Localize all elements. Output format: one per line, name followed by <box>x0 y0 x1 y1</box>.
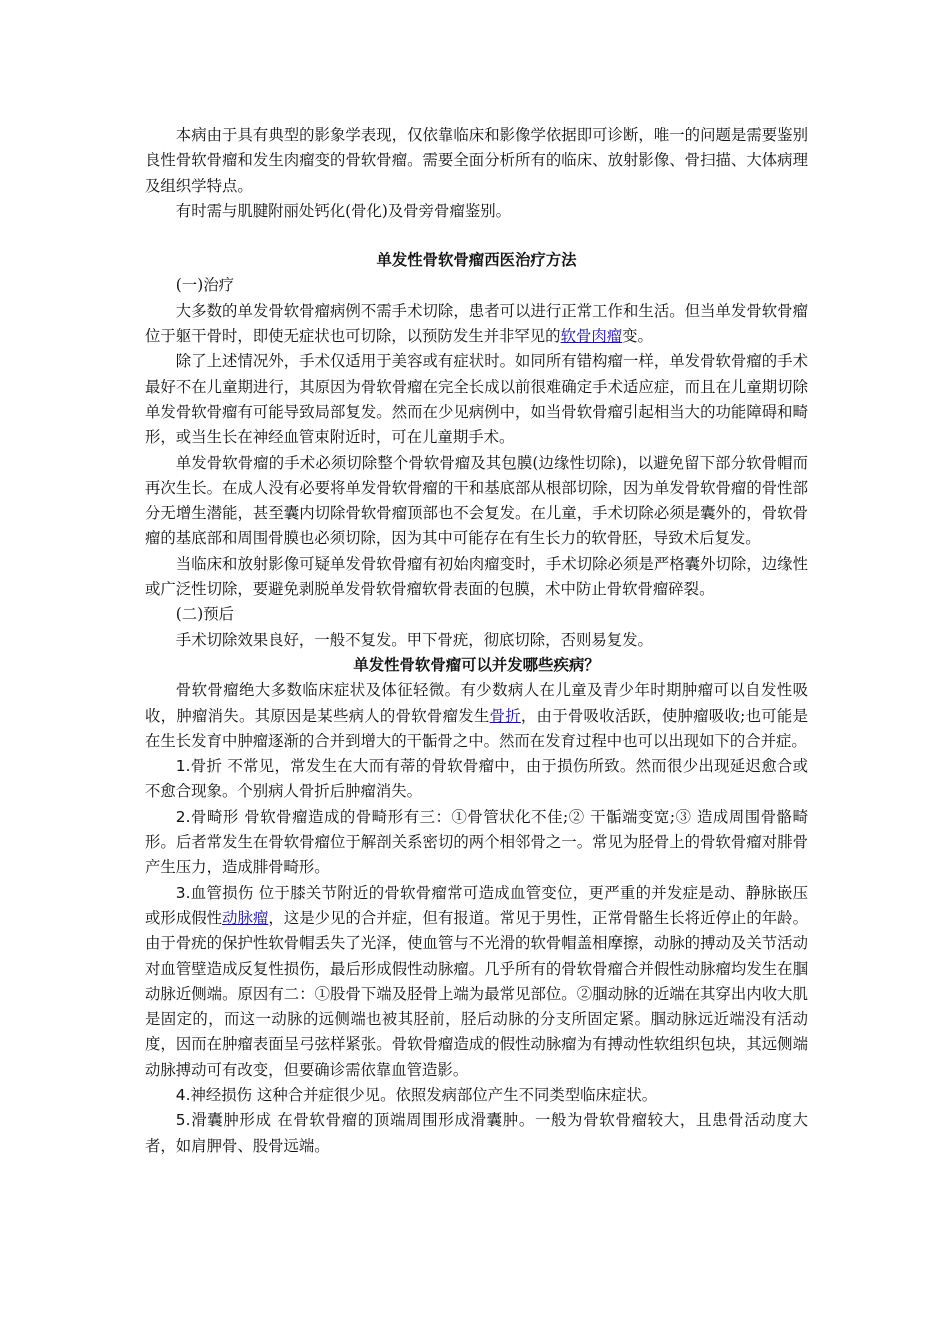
item-text: 滑囊肿形成 在骨软骨瘤的顶端周围形成滑囊肿。一般为骨软骨瘤较大，且患骨活动度大者，如肩胛骨、股骨远端。 <box>145 1111 808 1155</box>
item-number: 4. <box>175 1085 191 1104</box>
item-number: 5. <box>175 1111 191 1130</box>
intro-paragraph-differential: 有时需与肌腱附丽处钙化(骨化)及骨旁骨瘤鉴别。 <box>175 201 512 220</box>
complications-p1-text-after: ，由于骨吸收活跃，使肿瘤吸收;也可能是在生长发育中肿瘤逐渐的合并到增大的干骺骨之中。然而在发育过程中也可以出现如下的合并症。 <box>145 706 808 750</box>
item-number: 1. <box>175 757 191 776</box>
complication-item-4 <box>145 1083 808 1108</box>
treatment-label-prognosis: (二)预后 <box>175 605 234 624</box>
complications-p1-text-before: 骨软骨瘤绝大多数临床症状及体征轻微。有少数病人在儿童及青少年时期肿瘤可以自发性吸收，肿瘤消失。其原因是某些病人的骨软骨瘤发生 <box>145 681 808 725</box>
complication-item-1 <box>145 754 808 805</box>
item-text-before: 血管损伤 位于膝关节附近的骨软骨瘤常可造成血管变位，更严重的并发症是动、静脉嵌压或形成假性 <box>145 883 808 927</box>
treatment-heading: 单发性骨软骨瘤西医治疗方法 <box>376 251 577 270</box>
treatment-paragraph-5: 手术切除效果良好，一般不复发。甲下骨疣，彻底切除，否则易复发。 <box>175 630 653 649</box>
document-page <box>145 123 808 1159</box>
complication-item-2 <box>145 805 808 881</box>
item-text: 骨折 不常见，常发生在大而有蒂的骨软骨瘤中，由于损伤所致。然而很少出现延迟愈合或不愈合现象。个别病人骨折后肿瘤消失。 <box>145 757 808 801</box>
treatment-p1-text-before: 大多数的单发骨软骨瘤病例不需手术切除，患者可以进行正常工作和生活。但当单发骨软骨瘤位于躯干骨时，即使无症状也可切除，以预防发生并非罕见的 <box>145 301 808 346</box>
complication-item-5 <box>145 1108 808 1159</box>
treatment-paragraph-4: 当临床和放射影像可疑单发骨软骨瘤有初始肉瘤变时，手术切除必须是严格囊外切除，边缘性或广泛性切除，要避免剥脱单发骨软骨瘤软骨表面的包膜，术中防止骨软骨瘤碎裂。 <box>145 554 808 599</box>
complications-heading: 单发性骨软骨瘤可以并发哪些疾病？ <box>353 655 600 674</box>
item-text-after: ，这是少见的合并症，但有报道。常见于男性，正常骨骼生长将近停止的年龄。由于骨疣的保护性软骨帽丢失了光泽，使血管与不光滑的软骨帽盖相摩擦，动脉的搏动及关节活动对血管壁造成反复性损伤，最后形成假性动脉瘤。几乎所有的骨软骨瘤合并假性动脉瘤均发生在腘动脉近侧端。原因有二：①股骨下端及胫骨上端为最常见部位。②腘动脉的近端在其穿出内收大肌是固定的，而这一动脉的远侧端也被其胫前，胫后动脉的分支所固定紧。腘动脉远近端没有活动度，因而在肿瘤表面呈弓弦样紧张。骨软骨瘤造成的假性动脉瘤为有搏动性软组织包块，其远侧端动脉搏动可有改变，但要确诊需依靠血管造影。 <box>145 908 808 1079</box>
link-aneurysm[interactable]: 动脉瘤 <box>222 908 269 927</box>
complication-item-3 <box>145 881 808 1083</box>
intro-paragraph-diagnosis: 本病由于具有典型的影象学表现，仅依靠临床和影像学依据即可诊断，唯一的问题是需要鉴别良性骨软骨瘤和发生肉瘤变的骨软骨瘤。需要全面分析所有的临床、放射影像、骨扫描、大体病理及组织学特点。 <box>145 126 808 195</box>
link-chondrosarcoma[interactable]: 软骨肉瘤 <box>560 327 623 346</box>
item-text: 神经损伤 这种合并症很少见。依照发病部位产生不同类型临床症状。 <box>190 1085 658 1104</box>
item-text: 骨畸形 骨软骨瘤造成的骨畸形有三：①骨管状化不佳;② 干骺端变宽;③ 造成周围骨骼畸形。后者常发生在骨软骨瘤位于解剖关系密切的两个相邻骨之一。常见为胫骨上的骨软骨瘤对腓骨产生压力，造成腓骨畸形。 <box>145 807 808 877</box>
treatment-label-therapy: (一)治疗 <box>175 276 234 295</box>
link-fracture[interactable]: 骨折 <box>489 706 521 725</box>
treatment-paragraph-3: 单发骨软骨瘤的手术必须切除整个骨软骨瘤及其包膜(边缘性切除)，以避免留下部分软骨帽而再次生长。在成人没有必要将单发骨软骨瘤的干和基底部从根部切除，因为单发骨软骨瘤的骨性部分无增生潜能，甚至囊内切除骨软骨瘤顶部也不会复发。在儿童，手术切除必须是囊外的，骨软骨瘤的基底部和周围骨膜也必须切除，因为其中可能存在有生长力的软骨胚，导致术后复发。 <box>145 453 808 548</box>
treatment-paragraph-1 <box>145 299 808 350</box>
treatment-paragraph-2: 除了上述情况外，手术仅适用于美容或有症状时。如同所有错构瘤一样，单发骨软骨瘤的手术最好不在儿童期进行，其原因为骨软骨瘤在完全长成以前很难确定手术适应症，而且在儿童期切除单发骨软骨瘤有可能导致局部复发。然而在少见病例中，如当骨软骨瘤引起相当大的功能障碍和畸形，或当生长在神经血管束附近时，可在儿童期手术。 <box>145 352 808 447</box>
item-number: 2. <box>175 807 191 826</box>
treatment-p1-text-after: 变。 <box>622 327 653 346</box>
complications-paragraph-intro <box>145 678 808 754</box>
item-number: 3. <box>175 883 191 902</box>
